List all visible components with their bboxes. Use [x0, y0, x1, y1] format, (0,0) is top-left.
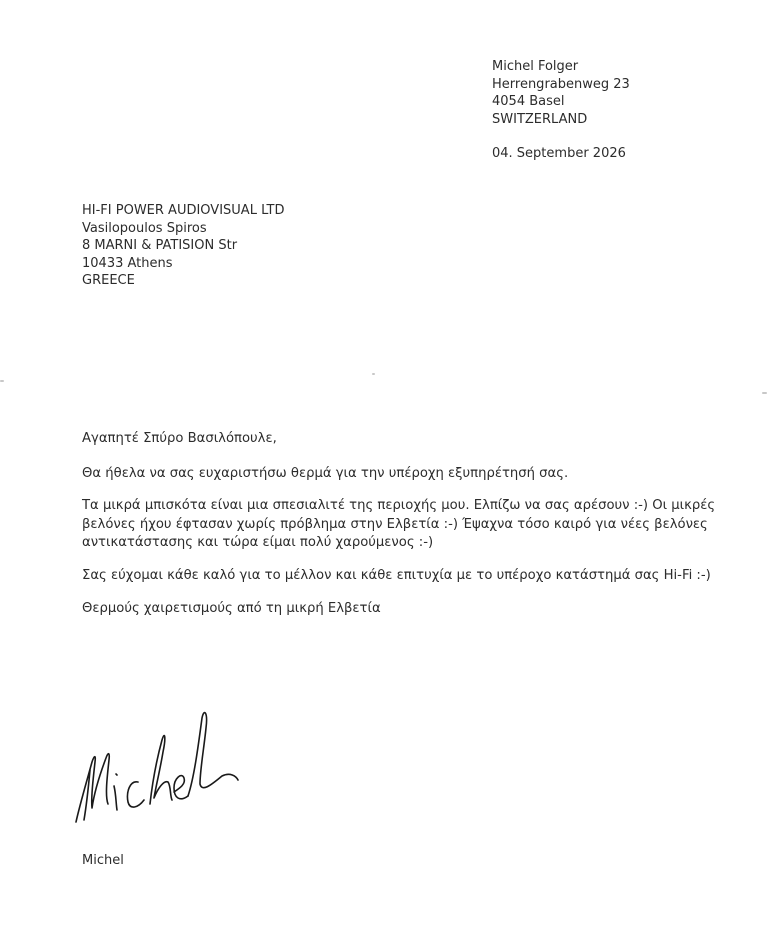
recipient-country: GREECE: [82, 273, 135, 289]
salutation: Αγαπητέ Σπύρο Βασιλόπουλε,: [82, 431, 277, 446]
recipient-street: 8 MARNI & PATISION Str: [82, 238, 238, 254]
body-paragraph-3: Σας εύχομαι κάθε καλό για το μέλλον και κάθε επιτυχία με το υπέροχο κατάστημά σας Hi-Fi :-): [82, 567, 711, 583]
scan-speck: [0, 380, 4, 382]
sender-street: Herrengrabenweg 23: [492, 76, 630, 92]
signed-name: Michel: [82, 853, 124, 868]
recipient-address: [82, 202, 284, 290]
letter-body: [82, 430, 732, 632]
sender-country: SWITZERLAND: [492, 111, 588, 127]
body-paragraph-1: Θα ήθελα να σας ευχαριστήσω θερμά για την υπέροχη εξυπηρέτησή σας.: [82, 465, 569, 481]
scan-speck: [372, 373, 375, 375]
letter-date: 04. September 2026: [492, 146, 626, 161]
closing-line: Θερμούς χαιρετισμούς από τη μικρή Ελβετία: [82, 600, 381, 616]
sender-name: Michel Folger: [492, 59, 579, 74]
recipient-city: 10433 Athens: [82, 255, 173, 271]
sender-address: [492, 58, 630, 128]
body-paragraph-2: Τα μικρά μπισκότα είναι μια σπεσιαλιτέ της περιοχής μου. Ελπίζω να σας αρέσουν :-) Οι μικρές βελόνες ήχου έφτασαν χωρίς πρόβλημα στην Ελβετία :-) Έψαχνα τόσο καιρό για νέες βελόνες αντικατάστασης και τώρα είμαι πολύ χαρούμενος :-): [82, 498, 716, 551]
handwritten-signature: [64, 700, 254, 840]
sender-city: 4054 Basel: [492, 94, 565, 110]
recipient-company: HI-FI POWER AUDIOVISUAL LTD: [82, 203, 285, 218]
scan-speck: [762, 392, 767, 394]
recipient-contact: Vasilopoulos Spiros: [82, 220, 207, 236]
